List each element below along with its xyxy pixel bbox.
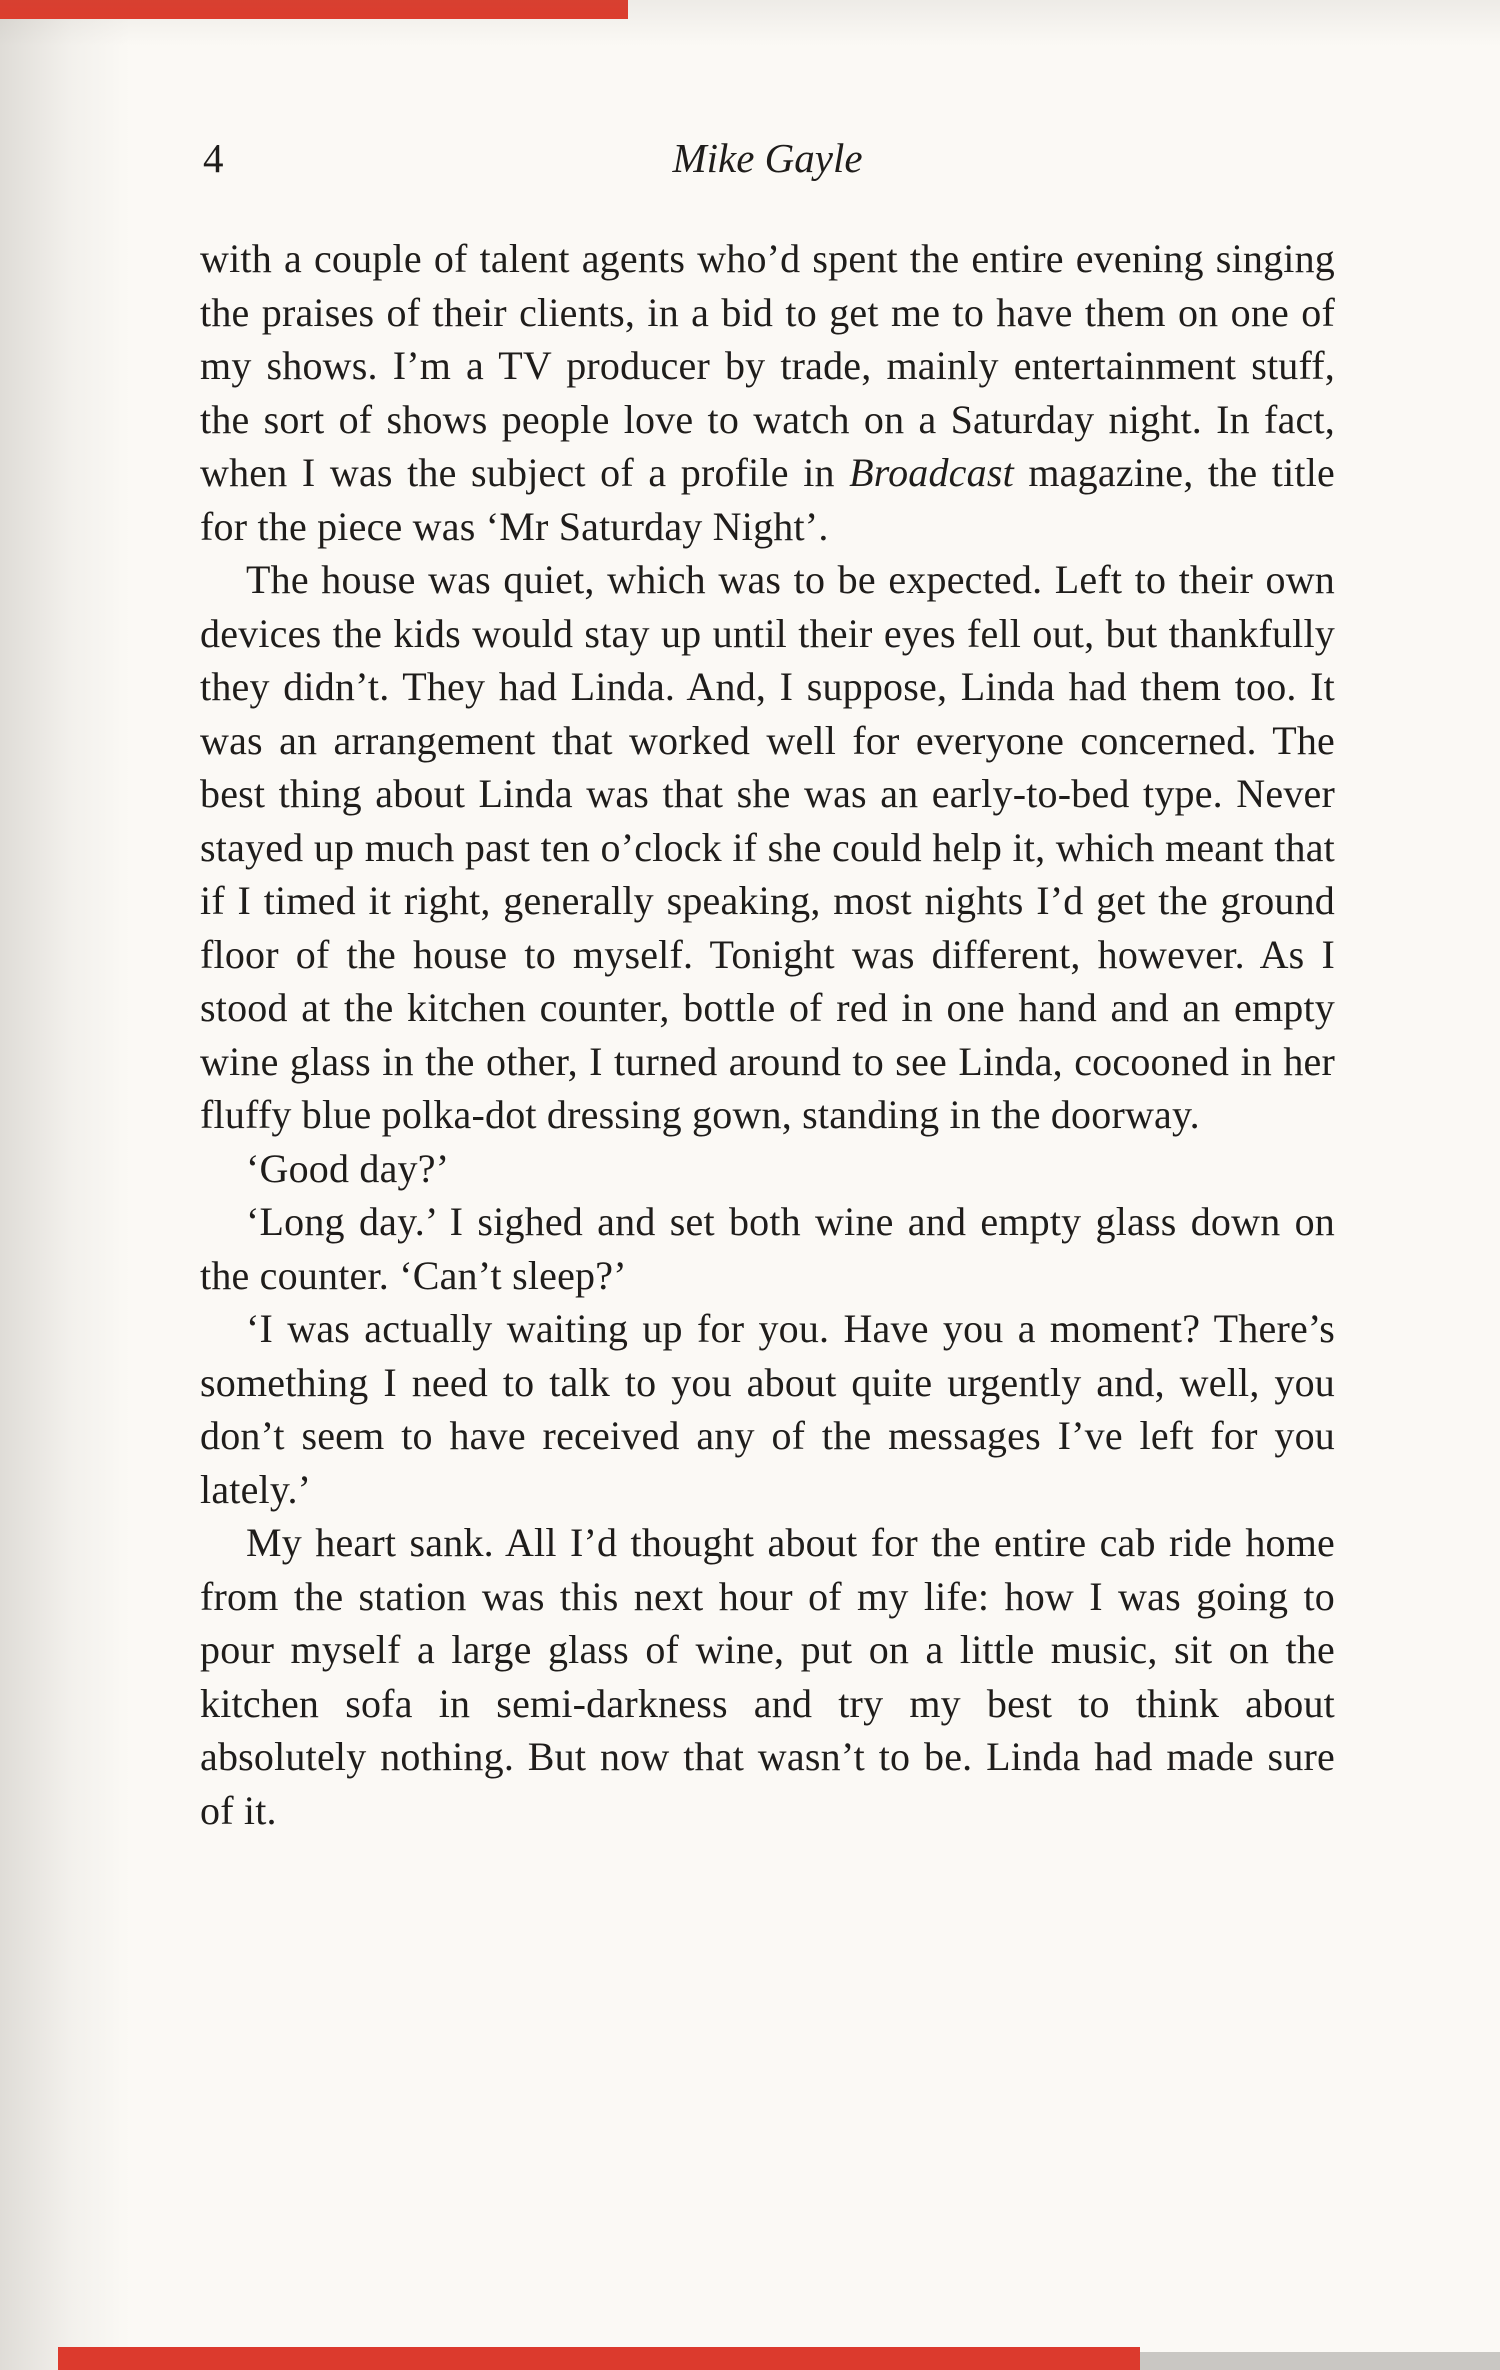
page-header	[200, 134, 1335, 190]
paragraph-1-text: with a couple of talent agents who’d spent the entire evening singing the praises of their clients, in a bid to get me to have them on one of my shows. I’m a TV producer by trade, mainly entertainment stuff, the sort of shows people love to watch on a Saturday night. In fact, when I was the subject of a profile in	[200, 236, 1335, 495]
paragraph-2: The house was quiet, which was to be expected. Left to their own devices the kids would stay up until their eyes fell out, but thankfully they didn’t. They had Linda. And, I suppose, Linda had them too. It was an arrangement that worked well for everyone concerned. The best thing about Linda was that she was an early-to-bed type. Never stayed up much past ten o’clock if she could help it, which meant that if I timed it right, generally speaking, most nights I’d get the ground floor of the house to myself. Tonight was different, however. As I stood at the kitchen counter, bottle of red in one hand and an empty wine glass in the other, I turned around to see Linda, cocooned in her fluffy blue polka-dot dressing gown, standing in the doorway.	[200, 557, 1335, 1137]
running-header: Mike Gayle	[672, 135, 863, 181]
body-text	[200, 232, 1335, 1837]
paragraph-4: ‘Long day.’ I sighed and set both wine and empty glass down on the counter. ‘Can’t sleep?’	[200, 1199, 1335, 1298]
scan-artifact-bottom-strip	[58, 2347, 1140, 2370]
paragraph-3: ‘Good day?’	[246, 1145, 450, 1191]
scan-artifact-top-strip	[0, 0, 628, 19]
paragraph-6: My heart sank. All I’d thought about for the entire cab ride home from the station was this next hour of my life: how I was going to pour myself a large glass of wine, put on a little music, sit on the kitchen sofa in semi-darkness and try my best to think about absolutely nothing. But now that wasn’t to be. Linda had made sure of it.	[200, 1520, 1335, 1833]
paragraph-1	[200, 232, 1335, 553]
page-number: 4	[203, 135, 224, 181]
paragraph-5: ‘I was actually waiting up for you. Have you a moment? There’s something I need to talk to you about quite urgently and, well, you don’t seem to have received any of the messages I’ve left for you lately.’	[200, 1306, 1335, 1512]
paragraph-1-italic-title: Broadcast	[849, 450, 1014, 495]
scan-artifact-bottom-gray	[1140, 2352, 1500, 2370]
paragraph-1-text-end: magazine, the title for the piece was ‘Mr Saturday Night’.	[200, 450, 1335, 549]
